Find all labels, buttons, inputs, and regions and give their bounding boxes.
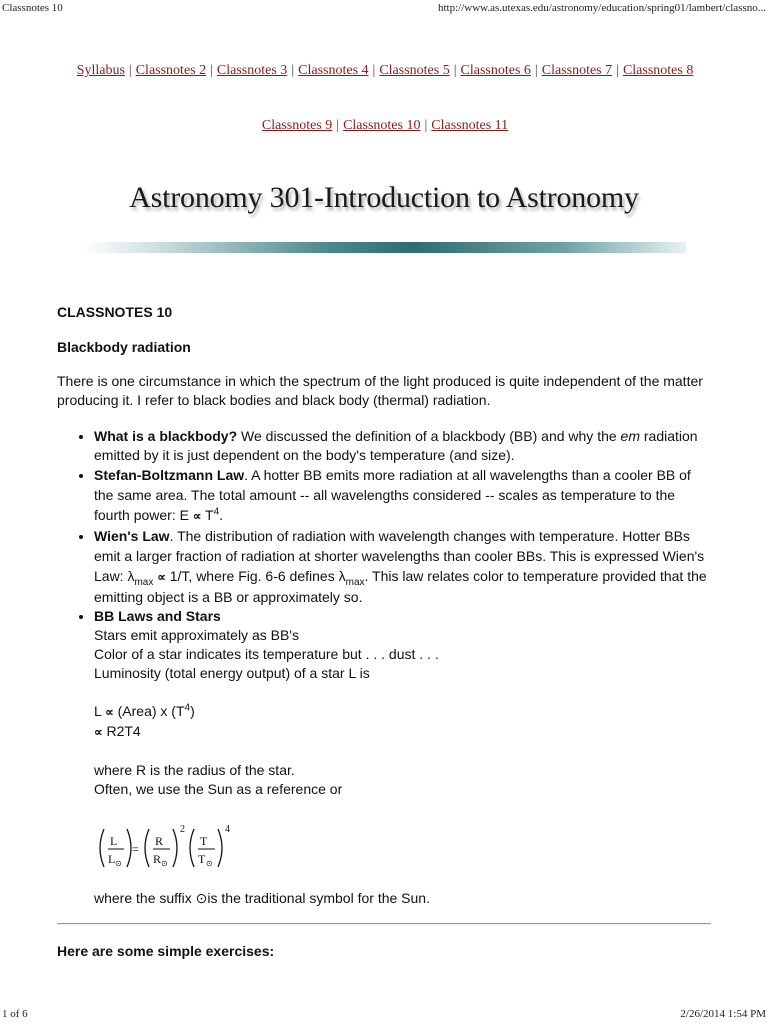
- nav-link-classnotes-6[interactable]: Classnotes 6: [460, 63, 531, 78]
- nav-link-classnotes-9[interactable]: Classnotes 9: [261, 118, 333, 133]
- formula-exponent-4: 4: [225, 824, 230, 835]
- term-blackbody: What is a blackbody?: [94, 428, 238, 444]
- eq-l: L: [94, 703, 106, 719]
- nav-link-classnotes-2[interactable]: Classnotes 2: [135, 63, 207, 78]
- nav-separator: |: [210, 63, 213, 78]
- lambda-symbol: λ: [127, 568, 135, 584]
- course-banner-title: Astronomy 301-Introduction to Astronomy: [129, 181, 639, 214]
- print-header: [0, 0, 768, 18]
- eq-area: (Area) x (T: [113, 703, 185, 719]
- solar-ratio-formula: [94, 823, 254, 873]
- eq-r2t4: R2T4: [102, 723, 141, 739]
- nav-link-classnotes-4[interactable]: Classnotes 4: [298, 63, 369, 78]
- nav-link-classnotes-7[interactable]: Classnotes 7: [541, 63, 613, 78]
- section-heading: Blackbody radiation: [57, 339, 191, 355]
- lambda-max-subscript: max: [134, 576, 154, 588]
- nav-link-classnotes-11[interactable]: Classnotes 11: [431, 118, 509, 133]
- radius-temp-equation: [94, 723, 141, 739]
- classnotes-nav-row-2: [58, 116, 712, 135]
- topics-list: [57, 427, 712, 799]
- print-footer: [0, 1006, 768, 1024]
- stars-line-5: Often, we use the Sun as a reference or: [94, 781, 343, 797]
- banner-gradient-bar: [82, 242, 686, 253]
- stefan-exponent: 4: [213, 506, 220, 518]
- stars-line-4: where R is the radius of the star.: [94, 762, 295, 778]
- proportional-symbol: ∝: [157, 570, 166, 584]
- formula-t-sun: T: [198, 852, 206, 866]
- wien-text-end: . This law relates color to temperature provided that the emitting object is a BB or approximately so.: [94, 568, 707, 605]
- classnotes-nav-row-1: [58, 61, 712, 80]
- proportional-symbol: ∝: [105, 705, 114, 719]
- wien-text: . The distribution of radiation with wavelength changes with temperature. Hotter BBs emit a larger fraction of radiation at shorter wavelengths than cooler BBs. This is expressed Wien's Law:: [94, 528, 705, 584]
- nav-separator: |: [453, 63, 457, 78]
- formula-r: R: [155, 834, 164, 848]
- formula-l: L: [110, 834, 118, 848]
- nav-link-classnotes-3[interactable]: Classnotes 3: [216, 63, 288, 78]
- proportional-symbol: ∝: [192, 509, 202, 523]
- nav-link-classnotes-5[interactable]: Classnotes 5: [379, 63, 450, 78]
- luminosity-equation: [94, 703, 195, 719]
- nav-separator: |: [372, 63, 376, 78]
- print-timestamp: 2/26/2014 1:54 PM: [680, 1008, 766, 1020]
- stefan-text-end: .: [219, 507, 224, 523]
- proportional-symbol: ∝: [94, 725, 103, 739]
- blackbody-em-text: em: [620, 428, 640, 444]
- formula-exponent-2: 2: [180, 824, 185, 835]
- nav-separator: |: [336, 118, 340, 133]
- formula-t: T: [200, 834, 208, 848]
- stars-line-1: Stars emit approximately as BB's: [94, 627, 299, 643]
- nav-separator: |: [616, 63, 619, 78]
- term-wiens-law: Wien's Law: [94, 528, 170, 544]
- horizontal-divider: [57, 923, 711, 925]
- eq-exponent: 4: [184, 702, 191, 714]
- nav-separator: |: [424, 118, 428, 133]
- stars-line-3: Luminosity (total energy output) of a star L is: [94, 665, 370, 681]
- list-item-wiens-law: [94, 526, 712, 607]
- blackbody-text-cont: radiation emitted by it is just dependent on the body's temperature (and size).: [94, 428, 698, 463]
- intro-paragraph: There is one circumstance in which the spectrum of the light produced is quite independent of the matter producing it. I refer to black bodies and black body (thermal) radiation.: [57, 373, 703, 408]
- lambda-symbol: λ: [338, 568, 346, 584]
- stefan-text: . A hotter BB emits more radiation at all wavelengths than a cooler BB of the same area. The total amount -- all wavelengths considered -- scales as temperature to the fourth power: E: [94, 467, 691, 523]
- nav-separator: |: [291, 63, 295, 78]
- formula-equals: =: [132, 842, 139, 856]
- formula-sun-symbol: ⊙: [161, 859, 168, 868]
- term-bb-laws-stars: BB Laws and Stars: [94, 608, 221, 624]
- blackbody-text: We discussed the definition of a blackbody (BB) and why the: [237, 428, 621, 444]
- classnotes-heading: CLASSNOTES 10: [57, 304, 173, 320]
- nav-separator: |: [534, 63, 538, 78]
- list-item-blackbody: [94, 427, 712, 465]
- print-page-title: Classnotes 10: [2, 2, 63, 14]
- print-page-url: http://www.as.utexas.edu/astronomy/education/spring01/lambert/classno...: [437, 2, 766, 14]
- eq-close: ): [190, 703, 195, 719]
- list-item-bb-laws-stars: [94, 607, 712, 799]
- list-item-stefan-boltzmann: [94, 465, 712, 526]
- exercises-heading: Here are some simple exercises:: [57, 943, 275, 959]
- stefan-text-t: T: [201, 507, 214, 523]
- formula-l-sun: L: [108, 852, 116, 866]
- term-stefan-boltzmann: Stefan-Boltzmann Law: [94, 467, 245, 483]
- formula-sun-symbol: ⊙: [115, 859, 122, 868]
- nav-link-classnotes-8[interactable]: Classnotes 8: [622, 63, 694, 78]
- lambda-max-subscript: max: [345, 576, 365, 588]
- formula-sun-symbol: ⊙: [206, 859, 213, 868]
- nav-link-classnotes-10[interactable]: Classnotes 10: [343, 118, 421, 133]
- nav-link-syllabus[interactable]: Syllabus: [76, 63, 125, 78]
- wien-text-cont: 1/T, where Fig. 6-6 defines: [165, 568, 339, 584]
- nav-separator: |: [128, 63, 132, 78]
- sun-symbol-note: where the suffix ⊙is the traditional symbol for the Sun.: [94, 890, 430, 906]
- page-count: 1 of 6: [2, 1008, 28, 1020]
- formula-r-sun: R: [153, 852, 162, 866]
- stars-line-2: Color of a star indicates its temperature but . . . dust . . .: [94, 646, 439, 662]
